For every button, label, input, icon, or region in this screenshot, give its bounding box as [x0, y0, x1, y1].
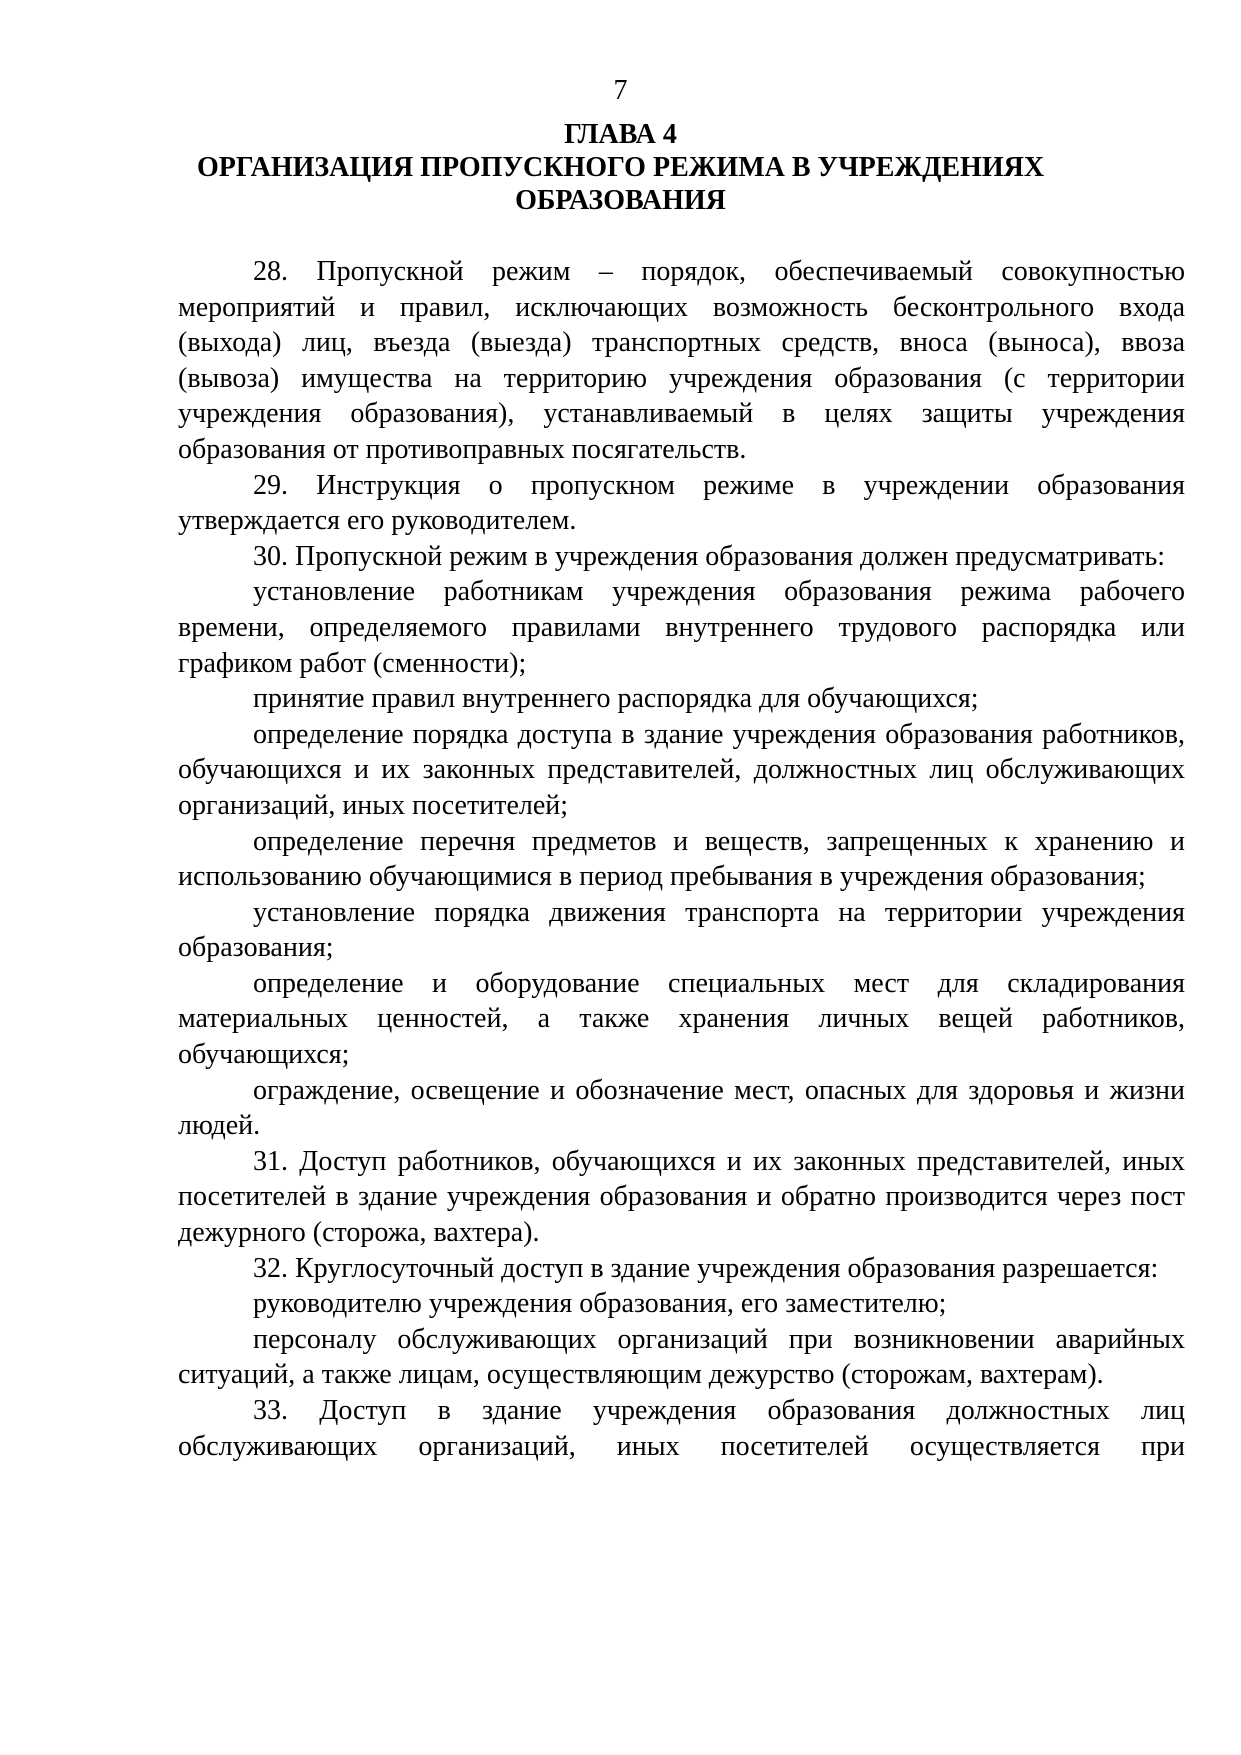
paragraph-32: 32. Круглосуточный доступ в здание учреждения образования разрешается: — [253, 1252, 1159, 1284]
list-item-working-time: установление работникам учреждения образования режима рабочего времени, определяемого правилами внутреннего трудового распорядка или графиком работ (сменности); — [178, 576, 1185, 679]
chapter-title-line-2: ОБРАЗОВАНИЯ — [515, 185, 726, 216]
chapter-heading — [180, 118, 1061, 217]
page-number: 7 — [613, 75, 628, 106]
chapter-title-line-1: ОРГАНИЗАЦИЯ ПРОПУСКНОГО РЕЖИМА В УЧРЕЖДЕНИЯХ — [196, 152, 1045, 183]
paragraph-29: 29. Инструкция о пропускном режиме в учреждении образования утверждается его руководителем. — [178, 469, 1185, 537]
list-item-traffic-procedure: установление порядка движения транспорта на территории учреждения образования; — [178, 896, 1185, 964]
paragraph-33: 33. Доступ в здание учреждения образования должностных лиц обслуживающих организаций, иных посетителей осуществляется при — [178, 1395, 1185, 1462]
list-item-access-procedure: определение порядка доступа в здание учреждения образования работников, обучающихся и их законных представителей, должностных лиц обслуживающих организаций, иных посетителей; — [178, 718, 1185, 821]
paragraph-28: 28. Пропускной режим – порядок, обеспечиваемый совокупностью мероприятий и правил, исключающих возможность бесконтрольного входа (выхода) лиц, въезда (выезда) транспортных средств, вноса (выноса), ввоза (вывоза) имущества на территорию учреждения образования (с территории учреждения образования), устанавливаемый в целях защиты учреждения образования от противоправных посягательств. — [178, 256, 1185, 465]
list-item-danger-zones: ограждение, освещение и обозначение мест, опасных для здоровья и жизни людей. — [178, 1074, 1185, 1142]
list-item-internal-rules: принятие правил внутреннего распорядка для обучающихся; — [253, 683, 979, 715]
list-item-staff-access: персоналу обслуживающих организаций при возникновении аварийных ситуаций, а также лицам, осуществляющим дежурство (сторожам, вахтерам). — [178, 1323, 1185, 1391]
list-item-prohibited-items: определение перечня предметов и веществ, запрещенных к хранению и использованию обучающимися в период пребывания в учреждения образования; — [178, 825, 1185, 893]
paragraph-30: 30. Пропускной режим в учреждения образования должен предусматривать: — [253, 540, 1166, 572]
list-item-storage-places: определение и оборудование специальных мест для складирования материальных ценностей, а также хранения личных вещей работников, обучающихся; — [178, 967, 1185, 1071]
paragraph-31: 31. Доступ работников, обучающихся и их законных представителей, иных посетителей в здание учреждения образования и обратно производится через пост дежурного (сторожа, вахтера). — [178, 1145, 1185, 1249]
body-text — [178, 254, 1185, 1464]
chapter-label: ГЛАВА 4 — [564, 119, 677, 150]
list-item-director-access: руководителю учреждения образования, его заместителю; — [253, 1288, 947, 1320]
